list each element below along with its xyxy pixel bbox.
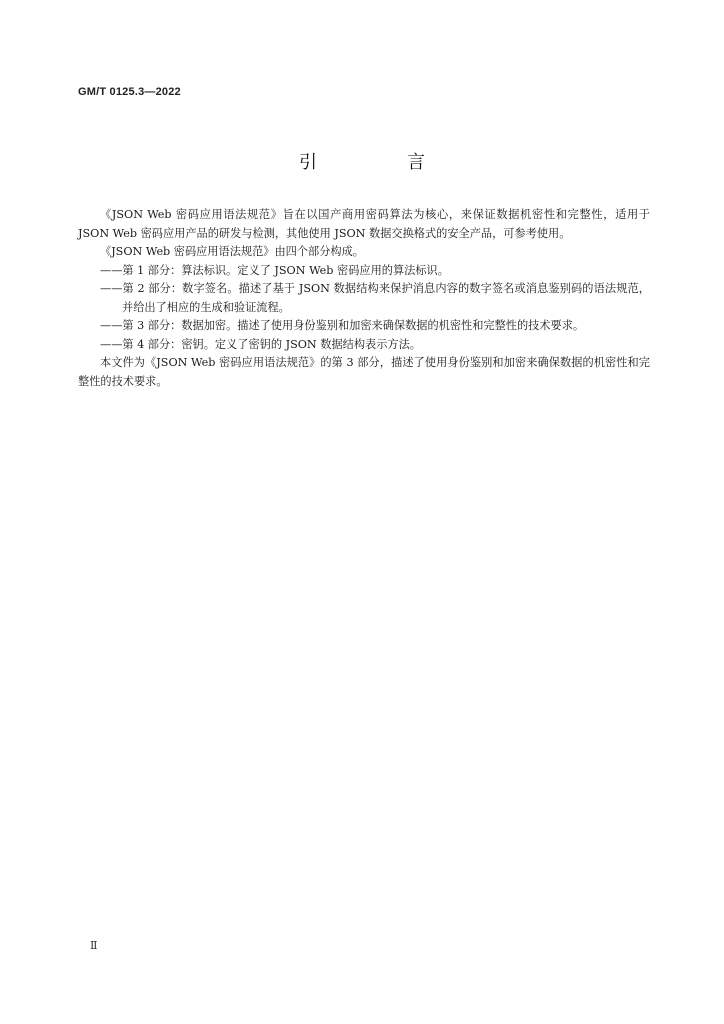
- document-body: [78, 206, 650, 391]
- part-item-4: ——第 4 部分：密钥。定义了密钥的 JSON 数据结构表示方法。: [100, 337, 421, 351]
- part-item-2: ——第 2 部分：数字签名。描述了基于 JSON 数据结构来保护消息内容的数字签名或消息鉴别码的语法规范，并给出了相应的生成和验证流程。: [100, 282, 650, 314]
- composition-paragraph: 《JSON Web 密码应用语法规范》由四个部分构成。: [100, 245, 364, 258]
- intro-paragraph: 《JSON Web 密码应用语法规范》旨在以国产商用密码算法为核心，来保证数据机密性和完整性，适用于 JSON Web 密码应用产品的研发与检测，其他使用 JSON 数据交换格式的安全产品，可参考使用。: [78, 208, 650, 240]
- section-title: 引 言: [299, 152, 461, 173]
- closing-paragraph: 本文件为《JSON Web 密码应用语法规范》的第 3 部分，描述了使用身份鉴别和加密来确保数据的机密性和完整性的技术要求。: [78, 356, 650, 388]
- part-item-3: ——第 3 部分：数据加密。描述了使用身份鉴别和加密来确保数据的机密性和完整性的技术要求。: [100, 319, 585, 332]
- standard-code: GM/T 0125.3—2022: [78, 86, 181, 98]
- page-number: Ⅱ: [90, 939, 98, 952]
- part-item-1: ——第 1 部分：算法标识。定义了 JSON Web 密码应用的算法标识。: [100, 263, 449, 277]
